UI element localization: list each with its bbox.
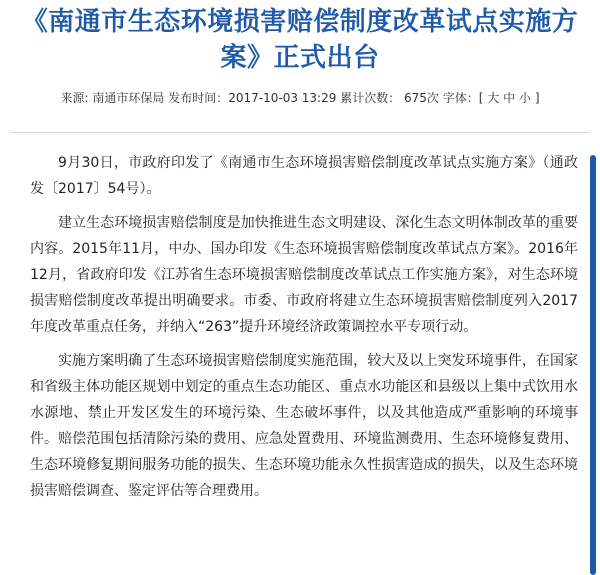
date-value: 2017-10-03 13:29: [228, 91, 337, 105]
scrollbar[interactable]: [590, 155, 596, 575]
paragraph-2: 建立生态环境损害赔偿制度是加快推进生态文明建设、深化生态文明体制改革的重要内容。2015年11月，中办、国办印发《生态环境损害赔偿制度改革试点方案》。2016年12月，省政府印发《江苏省生态环境损害赔偿制度改革试点工作实施方案》，对生态环境损害赔偿制度改革提出明确要求。市委、市政府将建立生态环境损害赔偿制度列入2017年度改革重点任务，并纳入“263”提升环境经济政策调控水平专项行动。: [30, 215, 578, 335]
divider: [10, 132, 590, 133]
article-title: 《南通市生态环境损害赔偿制度改革试点实施方案》正式出台: [21, 7, 579, 73]
source-value: 南通市环保局: [92, 91, 165, 105]
source-label: 来源:: [60, 91, 89, 105]
font-size-label: 字体：: [442, 91, 479, 105]
font-size-large-link[interactable]: 大: [487, 91, 500, 105]
font-size-medium-link[interactable]: 中: [503, 91, 516, 105]
views-label: 累计次数：: [340, 91, 401, 105]
font-size-bracket-close: ]: [534, 91, 540, 105]
views-value: 675次: [404, 91, 439, 105]
paragraph-1: 9月30日，市政府印发了《南通市生态环境损害赔偿制度改革试点实施方案》（通政发〔2017〕54号）。: [30, 155, 578, 197]
font-size-small-link[interactable]: 小: [518, 91, 531, 105]
article-body: [30, 150, 578, 512]
paragraph-3: 实施方案明确了生态环境损害赔偿制度实施范围，较大及以上突发环境事件，在国家和省级主体功能区规划中划定的重点生态功能区、重点水功能区和县级以上集中式饮用水水源地、禁止开发区发生的环境污染、生态破坏事件，以及其他造成严重影响的环境事件。赔偿范围包括清除污染的费用、应急处置费用、环境监测费用、生态环境修复费用、生态环境修复期间服务功能的损失、生态环境功能永久性损害造成的损失，以及生态环境损害赔偿调查、鉴定评估等合理费用。: [30, 353, 578, 499]
article-meta: [0, 89, 600, 107]
date-label: 发布时间：: [168, 91, 229, 105]
font-size-bracket-open: [: [478, 91, 484, 105]
